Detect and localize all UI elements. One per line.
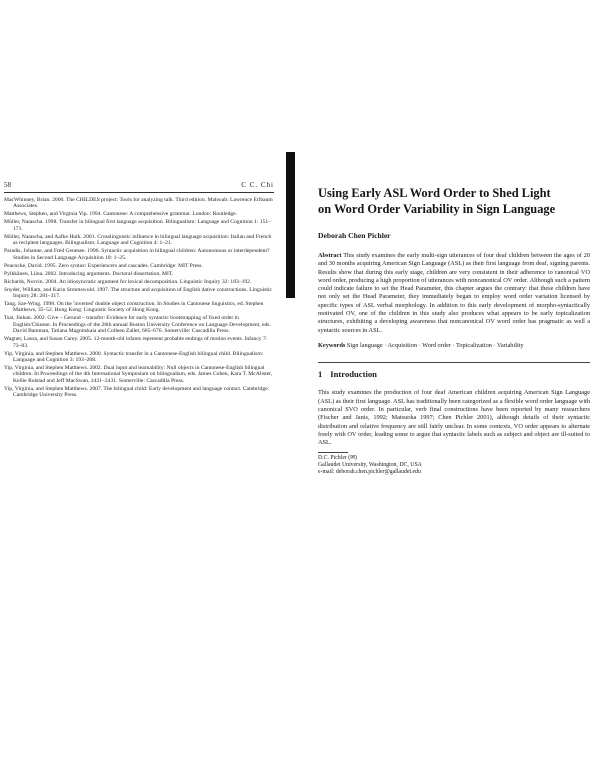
left-page-number: 58 — [4, 181, 11, 189]
abstract-label: Abstract — [318, 252, 342, 259]
section-title: Introduction — [330, 369, 377, 380]
reference-entry: Yip, Virginia, and Stephen Matthews. 2007. The bilingual child: Early development and language contact. Cambridge: Cambridge University Press. — [4, 385, 270, 399]
reference-entry: Tang, Sze-Wing. 1998. On the 'inverted' double object construction. In Studies in Cantonese linguistics, ed. Stephen Matthews, 35–52. Hong Kong: Linguistic Society of Hong Kong. — [4, 301, 264, 314]
intro-paragraph: This study examines the production of four deaf American children acquiring American Sign Language (ASL) as their first language. ASL has traditionally been categorized as a flexible word order language with canonical SVO order. In particular, verb final constructions have been reported by many researchers (Fischer and Janis, 1992; Matsuoka 1997; Chen Pichler 2001), although details of their syntactic distribution and relative frequency are still fairly unclear. In some contexts, VO order appears to alternate freely with OV order, leading some to argue that syntactic labels such as subject and object are ill-suited to ASL. — [318, 389, 590, 447]
chapter-title — [318, 186, 590, 217]
abstract-text: This study examines the early multi-sign utterances of four deaf children between the ages of 20 and 30 months acquiring American Sign Language (ASL) as their first language from deaf, signing parents. Results show that during this early stage, children are very consistent in their adherence to canonical VO word order, producing a high proportion of utterances with noncanonical OV order. Although such a pattern could indicate failure to set the Head Parameter, this chapter argues the contrary: that these children have not only set the Head Parameter, they immediately began to employ word order variation licensed by specific types of ASL verbal morphology. In addition to this early development of morpho-syntactically motivated OV, one of the children in this study also produces what appears to be early topicalization structures, exhibiting a developing awareness that noncanonical OV word order has pragmatic as well a syntactic sources in ASL. — [318, 252, 590, 334]
reference-entry: Pylkkänen, Liina. 2002. Introducing arguments. Doctoral dissertation, MIT. — [4, 270, 174, 277]
chapter-title-line-2: on Word Order Variability in Sign Language — [318, 201, 556, 216]
reference-entry: Müller, Natascha. 1998. Transfer in bilingual first language acquisition. Bilingualism: Language and Cognition 1: 151–171. — [4, 219, 271, 232]
keywords-text: Sign language · Acquisition · Word order · Topicalization · Variability — [346, 341, 524, 349]
reference-entry: Tsai, Jinhan. 2002. Give – Gerund – transfer: Evidence for early syntactic bootstrapping of fixed order in English/Chinese. In Proceedings of the 26th annual Boston University Conference on Language Development, eds. David Bamman, Tatiana Magnitskaia and Colleen Zaller, 665–676. Somerville: Cascadilla Press. — [4, 315, 271, 335]
keywords-label: Keywords — [318, 341, 346, 349]
affiliation-department: Gallaudet University, Washington, DC, USA — [318, 462, 422, 469]
reference-entry: Snyder, William, and Karin Stromswold. 1997. The structure and acquisition of English dative constructions. Linguistic Inquiry 28: 281–317. — [4, 286, 272, 300]
section-number: 1 — [318, 369, 323, 380]
reference-entry: MacWhinney, Brian. 2000. The CHILDES project: Tools for analyzing talk. Third edition. Mahwah: Lawrence Erlbaum Associates. — [4, 197, 273, 210]
reference-entry: Matthews, Stephen, and Virginia Yip. 1994. Cantonese: A comprehensive grammar. London: Routledge. — [4, 211, 238, 218]
reference-entry: Yip, Virginia, and Stephen Matthews. 2002. Dual input and learnability: Null objects in Cantonese-English bilingual children. In Proceedings of the 4th International Symposium on bilingualism, eds. James Cohen, Kara T. McAlister, Kellie Rolstad and Jeff MacSwan, 2421–2431. Somerville: Cascadilla Press. — [4, 365, 273, 384]
reference-entry: Peacocke, David. 1995. Zero syntax: Experiencers and cascades. Cambridge: MIT Press. — [4, 262, 203, 269]
chapter-marker-bar — [286, 152, 295, 298]
keywords — [318, 342, 590, 350]
left-running-header — [4, 178, 274, 193]
affiliation-email: e-mail: deborah.chen.pichler@gallaudet.edu — [318, 469, 421, 476]
affiliation-name: D.C. Pichler (✉) — [318, 455, 357, 462]
section-divider — [318, 362, 590, 363]
reference-entry: Richards, Norvin. 2004. An idiosyncratic argument for lexical decomposition. Linguistic Inquiry 32: 183–192. — [4, 278, 252, 285]
footnote-divider — [318, 452, 348, 453]
left-running-head: C C. Chi — [241, 181, 274, 189]
left-page-references — [4, 178, 274, 508]
abstract — [318, 252, 590, 335]
chapter-title-line-1: Using Early ASL Word Order to Shed Light — [318, 186, 551, 200]
section-heading — [318, 369, 590, 379]
reference-entry: Müller, Natascha, and Aafke Hulk. 2001. Crosslinguistic influence in bilingual language acquisition: Italian and French as recipient languages. Bilingualism: Language and Cognition 4: 1–21. — [4, 233, 272, 247]
reference-entry: Yip, Virginia, and Stephen Matthews. 2000. Syntactic transfer in a Cantonese-English bilingual child. Bilingualism: Language and Cognition 3: 193–208. — [4, 350, 264, 364]
reference-list — [4, 197, 274, 399]
right-page-article — [298, 186, 590, 476]
reference-entry: Wagner, Laura, and Susan Carey. 2005. 12-month-old infants represent probable endings of motion events. Infancy 7: 73–83. — [4, 336, 268, 349]
author-name: Deborah Chen Pichler — [318, 231, 391, 240]
reference-entry: Paradis, Johanne, and Fred Genesee. 1996. Syntactic acquisition in bilingual children: Autonomous or interdependent? Studies in Second Language Acquisition 18: 1–25. — [4, 248, 270, 261]
